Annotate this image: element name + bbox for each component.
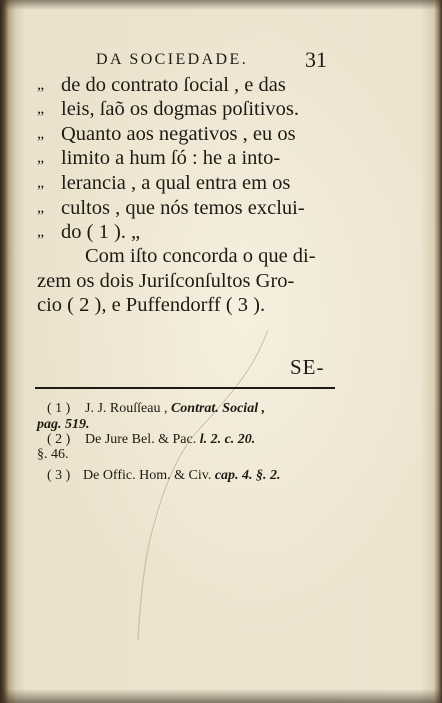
page-header — [96, 49, 396, 71]
quote-mark: „ — [37, 76, 45, 93]
text-line — [37, 243, 337, 269]
footnote-rule — [35, 387, 335, 389]
line-text: lerancia , a qual entra em os — [61, 172, 291, 194]
text-line — [37, 72, 337, 98]
footnote-text: De Offic. Hom. & Civ. — [83, 468, 212, 483]
text-line — [37, 219, 337, 245]
line-text: Quanto aos negativos , eu os — [61, 123, 296, 145]
text-line — [37, 170, 337, 196]
text-line — [37, 145, 337, 171]
line-text: leis, ſaõ os dogmas poſitivos. — [61, 98, 300, 120]
quote-mark: „ — [37, 199, 45, 216]
footnote-text: §. 46. — [37, 447, 69, 462]
line-text: Com iſto concorda o que di- — [85, 245, 316, 267]
footnote-text: pag. 519. — [37, 417, 90, 432]
quote-mark: „ — [37, 174, 45, 191]
footnote-2-continuation — [37, 446, 339, 464]
footnote-3 — [37, 467, 339, 485]
footnote-text: De Jure Bel. & Pac. — [85, 432, 197, 447]
line-text: zem os dois Juriſconſultos Gro- — [37, 270, 295, 292]
footnote-citation: cap. 4. §. 2. — [214, 468, 281, 483]
running-head: DA SOCIEDADE. — [96, 51, 249, 68]
page-number: 31 — [305, 47, 327, 72]
quote-mark: „ — [37, 100, 45, 117]
text-line — [37, 292, 337, 318]
footnote-text: J. J. Rouſſeau , — [85, 401, 168, 416]
footnote-marker: ( 3 ) — [47, 468, 71, 483]
text-line — [37, 268, 337, 294]
footnote-marker: ( 2 ) — [47, 432, 71, 447]
line-text: cultos , que nós temos exclui- — [61, 197, 305, 219]
line-text: do ( 1 ). „ — [61, 221, 141, 243]
line-text: cio ( 2 ), e Puffendorff ( 3 ). — [37, 294, 266, 316]
text-line — [37, 121, 337, 147]
quote-mark: „ — [37, 125, 45, 142]
line-text: limito a hum ſó : he a into- — [61, 147, 281, 169]
footnote-citation: l. 2. c. 20. — [199, 432, 256, 447]
quote-mark: „ — [37, 223, 45, 240]
footnote-citation: Contrat. Social , — [170, 401, 266, 416]
footnote-marker: ( 1 ) — [47, 401, 71, 416]
text-line — [37, 195, 337, 221]
quote-mark: „ — [37, 149, 45, 166]
text-line — [37, 96, 337, 122]
line-text: de do contrato ſocial , e das — [61, 74, 286, 96]
catchword: SE- — [290, 355, 325, 379]
